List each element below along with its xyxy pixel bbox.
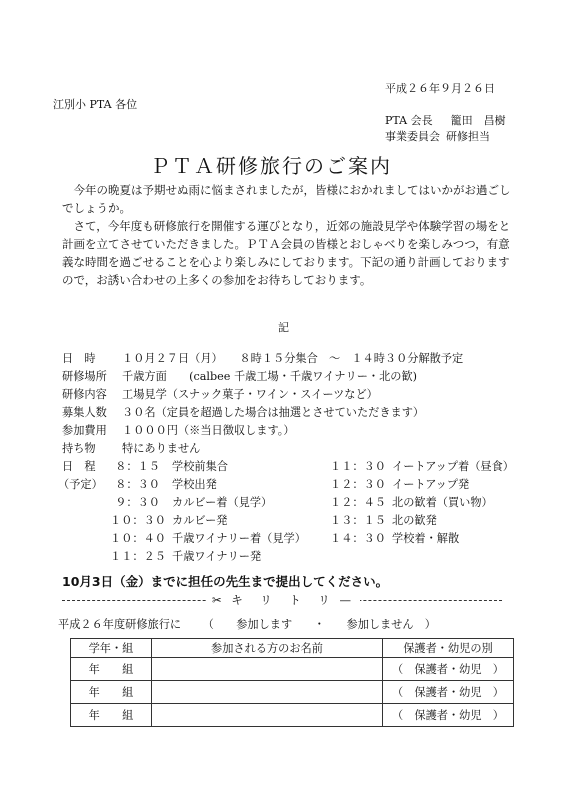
detail-label: 参加費用	[62, 424, 107, 437]
table-row	[71, 704, 514, 727]
detail-value: ３０名（定員を超過した場合は抽選とさせていただきます）	[122, 406, 425, 419]
schedule-event: 学校出発	[172, 478, 217, 491]
detail-row	[62, 350, 463, 368]
deadline-notice: 10月3日（金）までに担任の先生まで提出してください。	[62, 574, 389, 589]
trip-response-line	[58, 616, 454, 632]
schedule-time: １１：３０	[330, 460, 386, 473]
schedule-item	[110, 530, 306, 548]
schedule-time: １０：４０	[110, 532, 166, 545]
schedule-event: イートアップ発	[392, 478, 470, 491]
schedule-item	[110, 476, 306, 494]
detail-row	[62, 404, 463, 422]
detail-value: １０月２７日（月） ８時１５分集合 ～ １４時３０分解散予定	[122, 352, 464, 365]
col-name: 参加される方のお名前	[152, 639, 383, 658]
attend-option[interactable]: （ 参加します	[202, 618, 293, 631]
committee: 事業委員会	[385, 130, 440, 143]
committee-role: 研修担当	[446, 130, 490, 143]
detail-label: 持ち物	[62, 442, 96, 455]
detail-row	[62, 368, 463, 386]
detail-value: 千歳方面 (calbee 千歳工場・千歳ワイナリー・北の歓)	[122, 370, 417, 383]
sender-line-1	[385, 112, 506, 128]
schedule-event: カルビー発	[172, 514, 228, 527]
schedule-left	[110, 458, 306, 566]
ki-heading: 記	[278, 321, 289, 334]
detail-label: 研修場所	[62, 370, 107, 383]
schedule-event: 千歳ワイナリー発	[172, 550, 262, 563]
schedule-time: １０：３０	[110, 514, 166, 527]
recipient: 江別小 PTA 各位	[53, 98, 138, 111]
type-cell[interactable]: （ 保護者・幼児 ）	[383, 704, 514, 727]
dash-mark: —	[339, 593, 354, 607]
grade-cell[interactable]: 年 組	[71, 704, 152, 727]
schedule-time: ９：３０	[115, 496, 160, 509]
detail-label: 研修内容	[62, 388, 107, 401]
trip-label: 平成２６年度研修旅行に	[58, 618, 182, 631]
col-grade: 学年・組	[71, 639, 152, 658]
schedule-time: ８：１５	[115, 460, 160, 473]
schedule-item	[330, 476, 514, 494]
col-type: 保護者・幼児の別	[383, 639, 514, 658]
participant-form	[70, 638, 514, 727]
schedule-event: イートアップ着（昼食）	[392, 460, 514, 473]
schedule-item	[330, 458, 514, 476]
detail-value: 工場見学（スナック菓子・ワイン・スイーツなど）	[122, 388, 378, 401]
name-cell[interactable]	[152, 658, 383, 681]
schedule-time: １１：２５	[110, 550, 166, 563]
schedule-time: １３：１５	[330, 514, 386, 527]
schedule-event: 北の歓着（買い物）	[392, 496, 493, 509]
schedule-item	[330, 530, 514, 548]
detail-value: 特にありません	[122, 442, 201, 455]
name-cell[interactable]	[152, 704, 383, 727]
schedule-right	[330, 458, 514, 548]
schedule-time: １４：３０	[330, 532, 386, 545]
schedule-item	[110, 512, 306, 530]
detail-row	[62, 422, 463, 440]
name-cell[interactable]	[152, 681, 383, 704]
option-separator: ・	[313, 618, 325, 631]
date: 平成２６年９月２６日	[385, 82, 495, 95]
paragraph-1: 今年の晩夏は予期せぬ雨に悩まされましたが，皆様におかれましてはいかがお過ごしでしょうか。	[62, 183, 511, 215]
schedule-time: １２：３０	[330, 478, 386, 491]
schedule-event: 学校着・解散	[392, 532, 460, 545]
type-cell[interactable]: （ 保護者・幼児 ）	[383, 681, 514, 704]
schedule-item	[110, 548, 306, 566]
schedule-item	[330, 512, 514, 530]
schedule-event: 学校前集合	[172, 460, 228, 473]
detail-label: 日 時	[62, 352, 96, 365]
detail-row	[62, 386, 463, 404]
sender-line-2	[385, 128, 490, 144]
sender-name: 籠田 昌樹	[450, 114, 506, 127]
schedule-time: １２：４５	[330, 496, 386, 509]
form-header-row	[71, 639, 514, 658]
sender-role: PTA 会長	[385, 114, 433, 127]
schedule-time: ８：３０	[115, 478, 160, 491]
cut-label	[206, 592, 360, 608]
grade-cell[interactable]: 年 組	[71, 658, 152, 681]
detail-value: １０００円（※当日徴収します。）	[122, 424, 295, 437]
paragraph-2: さて，今年度も研修旅行を開催する運びとなり，近郊の施設見学や体験学習の場をと計画を立てさせていただきました。ＰＴＡ会員の皆様とおしゃべりを楽しみつつ，有意義な時間を過ごせることを心より楽しみにしております。下記の通り計画しておりますので，お誘い合わせの上多くの参加をお待ちしております。	[62, 219, 511, 287]
schedule-item	[110, 494, 306, 512]
schedule-event: 千歳ワイナリー着（見学）	[172, 532, 306, 545]
grade-cell[interactable]: 年 組	[71, 681, 152, 704]
page-title: ＰＴＡ研修旅行のご案内	[150, 154, 392, 178]
intro-body	[62, 181, 512, 289]
schedule-event: 北の歓発	[392, 514, 437, 527]
scissors-icon: ✂	[212, 593, 225, 607]
detail-label: 募集人数	[62, 406, 107, 419]
schedule-sublabel: （予定）	[58, 478, 103, 491]
type-cell[interactable]: （ 保護者・幼児 ）	[383, 658, 514, 681]
decline-option[interactable]: 参加しません ）	[346, 618, 436, 631]
schedule-label: 日 程	[62, 460, 96, 473]
table-row	[71, 658, 514, 681]
schedule-item	[330, 494, 514, 512]
detail-row	[62, 440, 463, 458]
schedule-item	[110, 458, 306, 476]
schedule-event: カルビー着（見学）	[172, 496, 273, 509]
table-row	[71, 681, 514, 704]
details-list	[62, 350, 463, 458]
cut-text: キ リ ト リ	[231, 593, 333, 607]
